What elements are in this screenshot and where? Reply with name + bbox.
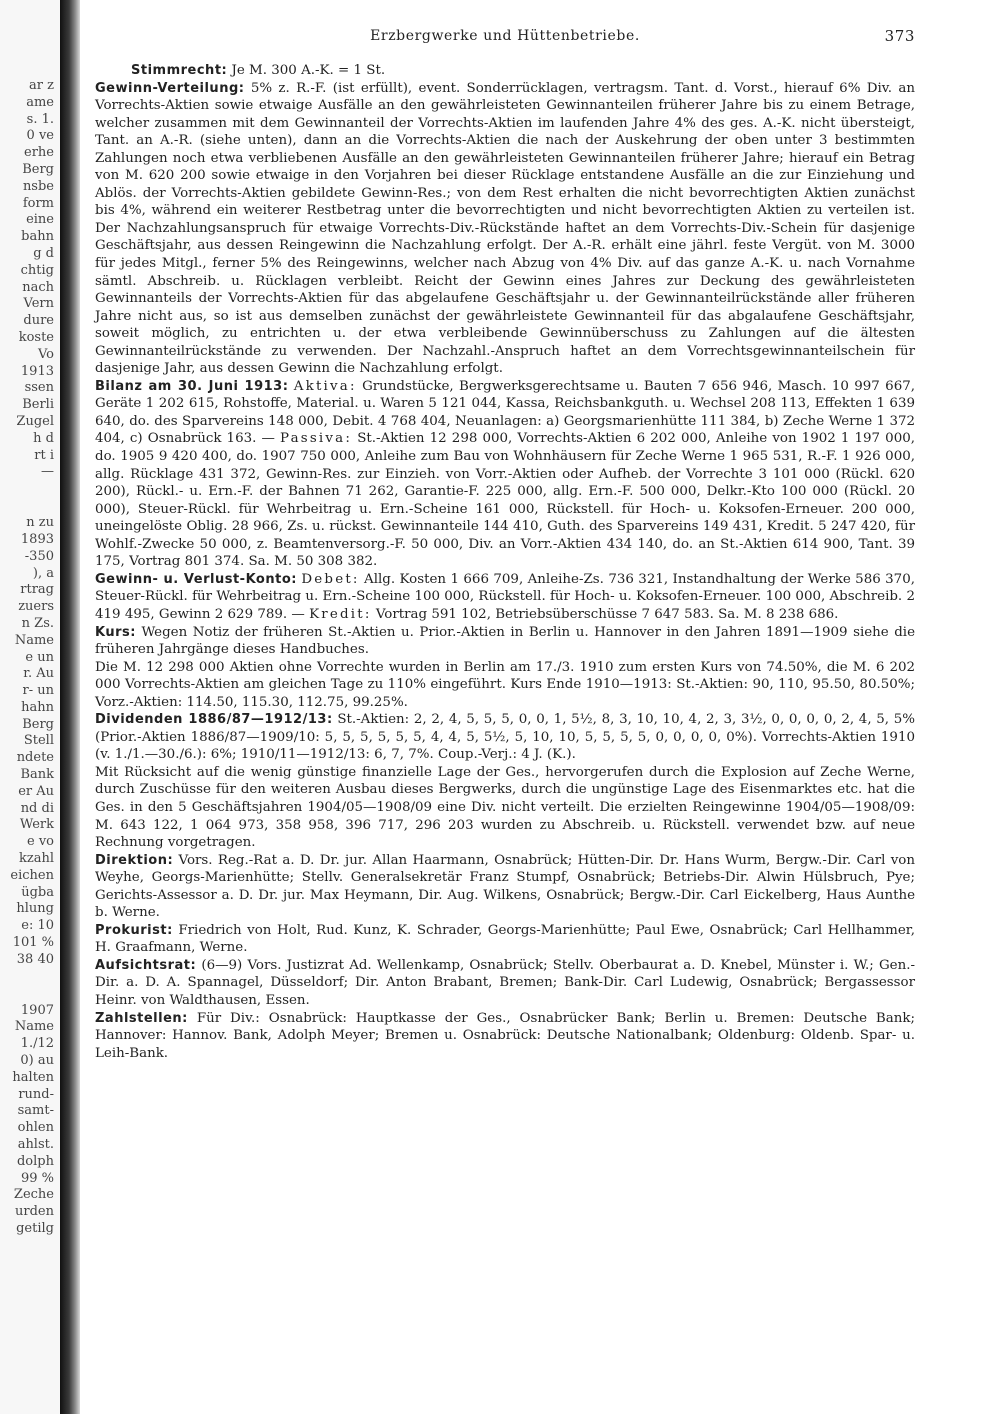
gutter-fragment: 0 ve	[26, 128, 54, 144]
gutter-fragment: erhe	[24, 145, 54, 161]
gutter-fragment: nd di	[20, 800, 54, 816]
gutter-fragment: er Au	[18, 783, 54, 799]
gutter-fragment: n Zs.	[21, 615, 54, 631]
gutter-fragment: Vern	[23, 296, 54, 312]
text-direktion: Vors. Reg.-Rat a. D. Dr. jur. Allan Haarmann, Osnabrück; Hütten-Dir. Dr. Hans Wurm, Bergw.-Dir. Carl von Weyhe, Georgs-Marienhütte; Stellv. Generalsekretär Franz Stumpf, Osnabrück; Betriebs-Dir. Alwin Hülsbruch, Pye; Gerichts-Assessor a. D. Dr. jur. Max Heymann, Dir. Aug. Wilkens, Osnabrück; Bergw.-Dir. Carl Eickelberg, Haus Aunthe b. Werne.	[95, 852, 915, 921]
gutter-fragment: Zeche	[13, 1187, 54, 1203]
text-passiva: St.-Aktien 12 298 000, Vorrechts-Aktien 6 202 000, Anleihe von 1902 1 197 000, do. 1905 9 420 400, do. 1907 750 000, Anleihe zum Bau von Wohnhäusern für Zeche Werne 1 965 531, R.-F. 1 926 000, allg. Rücklage 431 372, Gewinn-Res. zur Einzieh. von Vorr.-Aktien oder Aufheb. der Vorrechte 3 101 000 (Rückl. 620 200), Rückl.- u. Ern.-F. der Bahnen 71 262, Garantie-F. 225 000, allg. Ern.-F. 500 000, Delkr.-Kto 100 000 (Rückl. 20 000), Steuer-Rückl. für Wehrbeitrag u. Ern.-Scheine 161 000, Rückstell. für Hoch- u. Koksofen-Erneuer. 200 000, uneingelöste Oblig. 28 966, Zs. u. rückst. Gewinnanteile 144 410, Guth. des Sparvereins 149 431, Kredit. 5 247 420, für Wohlf.-Zwecke 50 000, z. Beamtenversorg.-F. 50 000, Div. an Vorr.-Aktien 434 140, do. an St.-Aktien 614 900, Tant. 39 175, Vortrag 801 374. Sa. M. 50 308 382.	[95, 431, 915, 570]
gutter-fragment: kzahl	[18, 851, 54, 867]
text-aktiva: Grundstücke, Bergwerksgerechtsame u. Bauten 7 656 946, Masch. 10 997 667, Geräte 1 202 615, Rohstoffe, Material. u. Waren 5 121 044, Kassa, Reichsbankguth. u. Wechsel 208 113, Effekten 1 639 640, do. des Sparvereins 148 000, Debit. 4 768 404, Neuanlagen: a) Georgsmarienhütte 111 384, b) Zeche Werne 1 372 404, c) Osnabrück 163. —	[95, 378, 915, 447]
label-gewinn-verlust: Gewinn- u. Verlust-Konto:	[95, 571, 297, 587]
gutter-fragment: ame	[26, 94, 54, 110]
gutter-fragment: -350	[24, 548, 54, 564]
section-direktion	[95, 852, 915, 922]
text-kurs-2: Die M. 12 298 000 Aktien ohne Vorrechte wurden in Berlin am 17./3. 1910 zum ersten Kurs von 74.50%, die M. 6 202 000 Vorrechts-Aktien am gleichen Tage zu 110% eingeführt. Kurs Ende 1910—1913: St.-Aktien: 90, 110, 95.50, 80.50%; Vorz.-Aktien: 114.50, 115.30, 112.75, 99.25%.	[95, 659, 915, 710]
section-gewinn-verlust	[95, 571, 915, 624]
gutter-fragment: 38 40	[16, 951, 54, 967]
label-dividenden: Dividenden 1886/87—1912/13:	[95, 712, 333, 728]
label-gewinn-verteilung: Gewinn-Verteilung:	[95, 80, 245, 96]
gutter-fragment: 101 %	[12, 935, 54, 951]
gutter-fragment: eine	[26, 212, 54, 228]
section-aufsichtsrat	[95, 957, 915, 1010]
gutter-fragment: dure	[23, 313, 54, 329]
gutter-fragment: Vo	[37, 346, 54, 362]
gutter-fragment: ), a	[32, 565, 54, 581]
section-stimmrecht	[95, 62, 915, 80]
gutter-fragment: Werk	[19, 817, 54, 833]
gutter-fragment: Berg	[22, 716, 54, 732]
section-bilanz	[95, 378, 915, 571]
label-aufsichtsrat: Aufsichtsrat:	[95, 957, 197, 973]
left-page-gutter	[0, 0, 60, 1414]
gutter-fragment-column	[0, 78, 60, 1238]
gutter-fragment: Bank	[20, 767, 54, 783]
gutter-fragment: chtig	[20, 262, 54, 278]
gutter-fragment: ar z	[29, 78, 54, 93]
gutter-fragment: zuers	[18, 599, 54, 615]
text-zahlstellen: Für Div.: Osnabrück: Hauptkasse der Ges., Osnabrücker Bank; Berlin u. Bremen: Deutsche Bank; Hannover: Hannov. Bank, Adolph Meyer; Bremen u. Osnabrück: Deutsche Nationalbank; Oldenburg: Oldenb. Spar- u. Leih-Bank.	[95, 1010, 915, 1061]
gutter-fragment: —	[41, 464, 54, 480]
gutter-fragment: ohlen	[17, 1120, 54, 1136]
gutter-fragment: samt-	[17, 1103, 54, 1119]
text-gewinn-verteilung: 5% z. R.-F. (ist erfüllt), event. Sonderrücklagen, vertragsm. Tant. d. Vorst., hierauf 6% Div. an Vorrechts-Aktien sowie etwaige Ausfälle an den gewährleisteten Gewinnanteilen früherer Jahre bis zu einem Betrage, welcher zusammen mit dem Gewinnanteil der Vorrechts-Aktien im laufenden Jahre 4% des ges. A.-K. nicht übersteigt, Tant. an A.-R. (siehe unten), dann an die Vorrechts-Aktien die nach der Auskehrung der oben unter 3 bestimmten Zahlungen noch etwa verbliebenen Ausfälle an den gewährleisteten Gewinnanteilen früherer Jahre; hierauf ein Betrag von M. 620 200 sowie etwaige in den Vorjahren bei dieser Rücklage entstandene Ausfälle an die zur Einziehung und Ablös. der Vorrechts-Aktien gebildete Gewinn-Res.; von dem Rest erhalten die nicht bevorrechtigten Aktien zunächst bis 4%, während ein weiterer Restbetrag unter die bevorrechtigten und nicht bevorrechtigten Aktien zu verteilen ist. Der Nachzahlungsanspruch für etwaige Vorrechts-Div.-Rückstände haftet an dem Vorrechts-Div.-Schein für dasjenige Geschäftsjahr, aus dessen Reingewinn die Nachzahlung erfolgt. Der A.-R. erhält eine jährl. feste Vergüt. von M. 3000 für jedes Mitgl., ferner 5% des Reingewinns, welcher nach Abzug von 4% Div. auf das ganze A.-K. u. nach Vornahme sämtl. Abschreib. u. Rücklagen verbleibt. Reicht der Gewinn eines Jahres zur Deckung des gewährleisteten Gewinnanteils der Vorrechts-Aktien für das abgelaufene Geschäftsjahr u. der Gewinnanteilrückstände aller früheren Jahre nicht aus, so ist aus demselben zunächst der gewährleistete Gewinnanteil für das abgalaufene Geschäftsjahr, soweit möglich, zu entrichten u. der etwa verbleibende Gewinnüberschuss zu Zahlungen auf die ältesten Gewinnanteilrückstände zu verwenden. Der Nachzahl.-Anspruch haftet an dem Vorrechtsgewinnanteilschein für dasjenige Jahr, aus dessen Gewinn die Nachzahlung erfolgt.	[95, 80, 915, 377]
gutter-fragment: nach	[22, 279, 54, 295]
text-stimmrecht: Je M. 300 A.-K. = 1 St.	[231, 63, 386, 78]
page-header	[95, 28, 915, 58]
gutter-fragment: rund-	[18, 1086, 54, 1102]
section-dividenden	[95, 711, 915, 851]
gutter-fragment: dolph	[16, 1153, 54, 1169]
running-title: Erzbergwerke und Hüttenbetriebe.	[370, 28, 640, 44]
gutter-fragment: e: 10	[21, 918, 54, 934]
gutter-fragment: urden	[15, 1204, 54, 1220]
gutter-fragment: r. Au	[23, 666, 54, 682]
label-kredit: Kredit:	[309, 606, 372, 622]
gutter-fragment: rt i	[34, 447, 54, 463]
gutter-fragment: Berg	[22, 161, 54, 177]
gutter-fragment: e vo	[27, 834, 54, 850]
gutter-fragment: s. 1.	[26, 111, 54, 127]
gutter-fragment: 0) au	[20, 1053, 54, 1069]
gutter-fragment: ahlst.	[17, 1137, 54, 1153]
text-prokurist: Friedrich von Holt, Rud. Kunz, K. Schrader, Georgs-Marienhütte; Paul Ewe, Osnabrück; Carl Hellhammer, H. Graafmann, Werne.	[95, 922, 915, 956]
gutter-fragment: r- un	[22, 683, 54, 699]
gutter-fragment: eichen	[10, 867, 54, 883]
text-dividenden: St.-Aktien: 2, 2, 4, 5, 5, 5, 0, 0, 1, 5½, 8, 3, 10, 10, 4, 2, 3, 3½, 0, 0, 0, 0, 2, 4, 5, 5% (Prior.-Aktien 1886/87—1909/10: 5, 5, 5, 5, 5, 5, 4, 4, 5, 5½, 5, 10, 10, 5, 5, 5, 5, 0, 0, 0, 0, 0%). Vorrechts-Aktien 1910 (v. 1./1.—30./6.): 6%; 1910/11—1912/13: 6, 7, 7%. Coup.-Verj.: 4 J. (K.).	[95, 712, 915, 763]
document-page	[95, 28, 915, 1398]
gutter-fragment: h d	[33, 430, 54, 446]
gutter-fragment: bahn	[21, 229, 54, 245]
gutter-fragment: 1893	[20, 531, 54, 547]
section-gewinn-verteilung	[95, 80, 915, 378]
section-prokurist	[95, 922, 915, 957]
gutter-fragment: Name	[14, 1019, 54, 1035]
gutter-fragment: n zu	[26, 515, 54, 531]
label-passiva: Passiva:	[280, 431, 353, 447]
label-stimmrecht: Stimmrecht:	[131, 63, 228, 78]
label-aktiva: Aktiva:	[293, 378, 357, 394]
gutter-gap	[0, 969, 60, 1003]
gutter-fragment: 1913	[20, 363, 54, 379]
gutter-fragment: Name	[14, 632, 54, 648]
text-dividenden-2: Mit Rücksicht auf die wenig günstige finanzielle Lage der Ges., hervorgerufen durch die Explosion auf Zeche Werne, durch Zuschüsse für den weiteren Ausbau dieses Bergwerks, durch die ungünstige Lage des Eisenmarktes etc. hat die Ges. in den 5 Geschäftsjahren 1904/05—1908/09 eine Div. nicht verteilt. Die erzielten Reingewinne 1904/05—1908/09: M. 643 122, 1 064 973, 358 958, 396 717, 296 203 wurden zu Abschreib. u. Rückstell. verwendet bzw. auf neue Rechnung vorgetragen.	[95, 764, 915, 851]
gutter-fragment: koste	[18, 329, 54, 345]
text-aufsichtsrat: (6—9) Vors. Justizrat Ad. Wellenkamp, Osnabrück; Stellv. Oberbaurat a. D. Knebel, Münster i. W.; Gen.-Dir. a. D. A. Spannagel, Düsseldorf; Dir. Anton Brabant, Bremen; Bank-Dir. Carl Ludewig, Osnabrück; Bergassessor Heinr. von Waldthausen, Essen.	[95, 957, 915, 1008]
gutter-fragment: getilg	[16, 1221, 54, 1236]
text-kredit: Vortrag 591 102, Betriebsüberschüsse 7 647 583. Sa. M. 8 238 686.	[375, 606, 839, 622]
gutter-fragment: 1./12	[20, 1036, 54, 1052]
gutter-fragment: hahn	[21, 699, 54, 715]
label-direktion: Direktion:	[95, 852, 174, 868]
gutter-gap	[0, 481, 60, 515]
gutter-fragment: ndete	[16, 750, 54, 766]
gutter-fragment: halten	[12, 1069, 54, 1085]
label-zahlstellen: Zahlstellen:	[95, 1010, 188, 1026]
gutter-fragment: ügba	[21, 884, 54, 900]
gutter-fragment: 99 %	[20, 1170, 54, 1186]
section-kurs	[95, 624, 915, 712]
label-bilanz: Bilanz am 30. Juni 1913:	[95, 378, 289, 394]
label-debet: Debet:	[301, 571, 360, 587]
gutter-fragment: rtrag	[20, 582, 54, 598]
gutter-fragment: ssen	[24, 380, 54, 396]
label-kurs: Kurs:	[95, 624, 136, 640]
gutter-fragment: Zugel	[16, 413, 54, 429]
gutter-fragment: Berli	[22, 397, 54, 413]
gutter-fragment: nsbe	[22, 178, 54, 194]
label-prokurist: Prokurist:	[95, 922, 173, 938]
gutter-fragment: form	[22, 195, 54, 211]
gutter-fragment: Stell	[23, 733, 54, 749]
page-number: 373	[884, 27, 915, 45]
gutter-fragment: 1907	[20, 1002, 54, 1018]
text-kurs: Wegen Notiz der früheren St.-Aktien u. Prior.-Aktien in Berlin u. Hannover in den Jahren 1891—1909 siehe die früheren Jahrgänge dieses Handbuches.	[95, 624, 916, 658]
gutter-fragment: e un	[25, 649, 54, 665]
gutter-fragment: hlung	[16, 901, 54, 917]
text-debet: Allg. Kosten 1 666 709, Anleihe-Zs. 736 321, Instandhaltung der Werke 586 370, Steuer-Rückl. für Wehrbeitrag u. Ern.-Scheine 100 000, Rückstell. für Hoch- u. Koksofen-Erneuer. 100 000, Abschreib. 2 419 495, Gewinn 2 629 789. —	[95, 571, 915, 622]
book-spine-shadow	[60, 0, 80, 1414]
section-zahlstellen	[95, 1010, 915, 1063]
gutter-fragment: g d	[33, 245, 54, 261]
